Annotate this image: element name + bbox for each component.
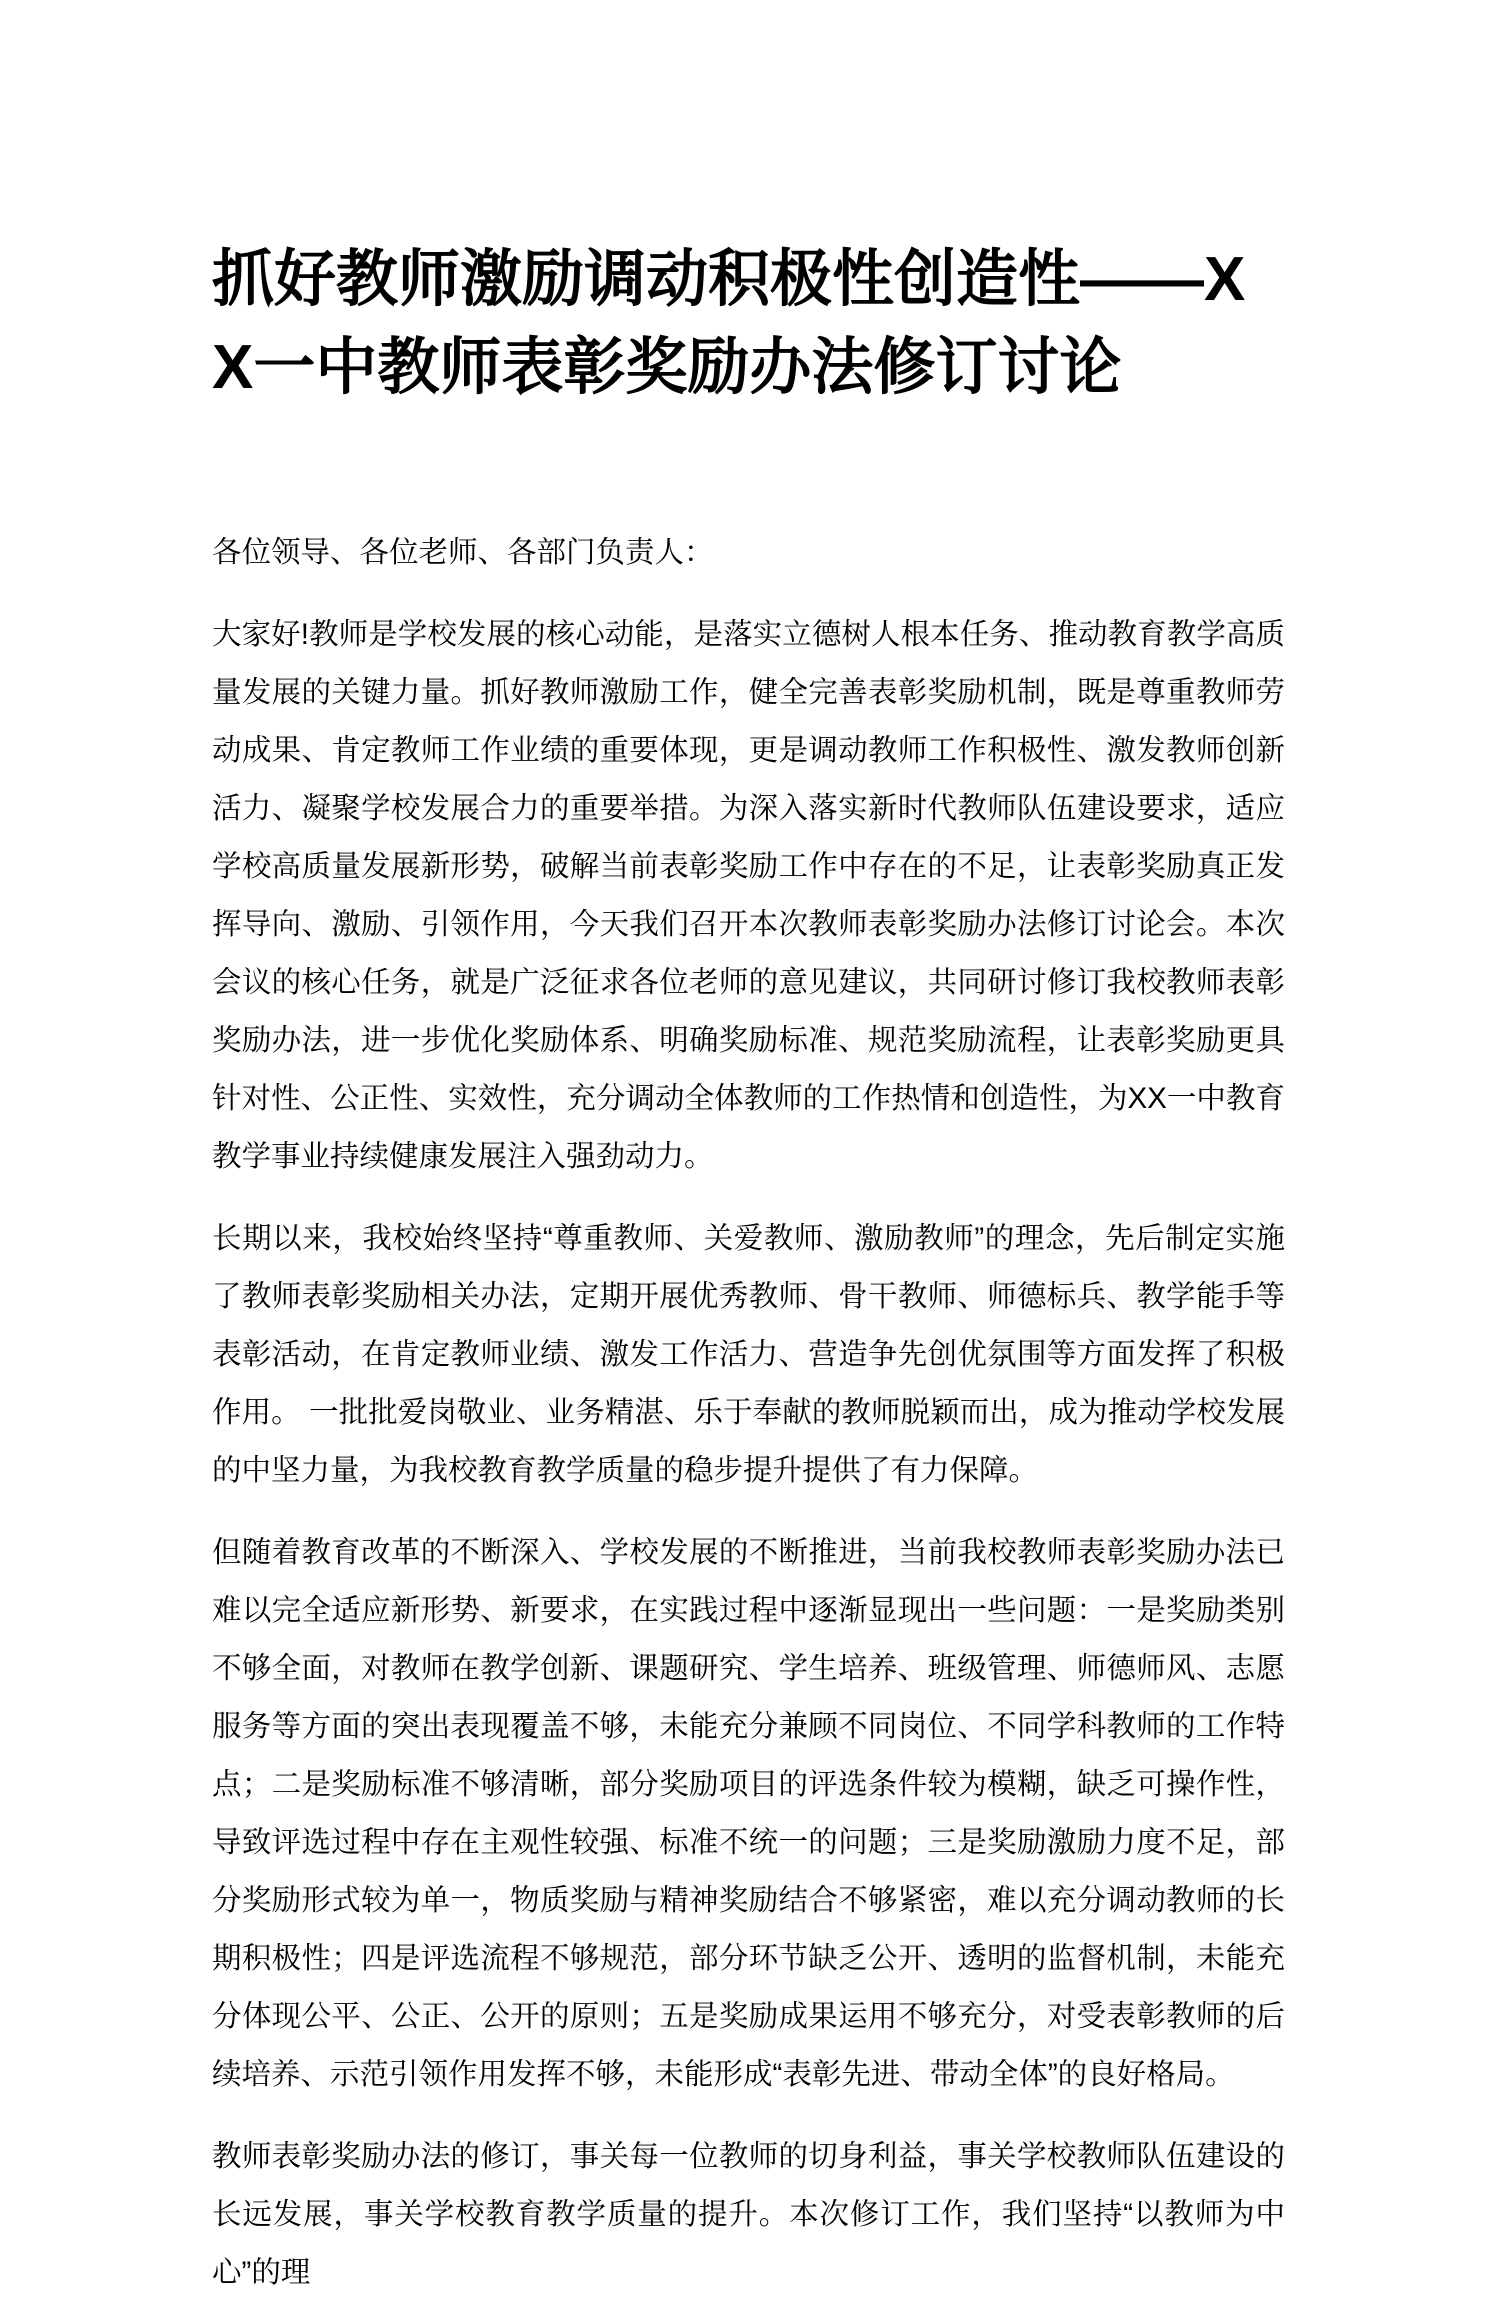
page-title <box>212 0 1285 412</box>
body-paragraph-3: 但随着教育改革的不断深入、学校发展的不断推进，当前我校教师表彰奖励办法已难以完全适应新形势、新要求，在实践过程中逐渐显现出一些问题：一是奖励类别不够全面，对教师在教学创新、课题研究、学生培养、班级管理、师德师风、志愿服务等方面的突出表现覆盖不够，未能充分兼顾不同岗位、不同学科教师的工作特点；二是奖励标准不够清晰，部分奖励项目的评选条件较为模糊，缺乏可操作性，导致评选过程中存在主观性较强、标准不统一的问题；三是奖励激励力度不足，部分奖励形式较为单一，物质奖励与精神奖励结合不够紧密，难以充分调动教师的长期积极性；四是评选流程不够规范，部分环节缺乏公开、透明的监督机制，未能充分体现公平、公正、公开的原则；五是奖励成果运用不够充分，对受表彰教师的后续培养、示范引领作用发挥不够，未能形成“表彰先进、带动全体”的良好格局。 <box>212 1536 1285 2091</box>
title-body-spacer <box>212 412 1285 524</box>
page-title-line-3: 讨论 <box>997 333 1122 402</box>
page-title-line-2: —XX一中教师表彰奖励办法修订 <box>212 245 1246 402</box>
document-content <box>212 0 1285 2302</box>
salutation: 各位领导、各位老师、各部门负责人： <box>212 536 714 569</box>
body-paragraph-1: 大家好!教师是学校发展的核心动能，是落实立德树人根本任务、推动教育教学高质量发展的关键力量。抓好教师激励工作，健全完善表彰奖励机制，既是尊重教师劳动成果、肯定教师工作业绩的重要体现，更是调动教师工作积极性、激发教师创新活力、凝聚学校发展合力的重要举措。为深入落实新时代教师队伍建设要求，适应学校高质量发展新形势，破解当前表彰奖励工作中存在的不足，让表彰奖励真正发挥导向、激励、引领作用，今天我们召开本次教师表彰奖励办法修订讨论会。本次会议的核心任务，就是广泛征求各位老师的意见建议，共同研讨修订我校教师表彰奖励办法，进一步优化奖励体系、明确奖励标准、规范奖励流程，让表彰奖励更具针对性、公正性、实效性，充分调动全体教师的工作热情和创造性，为XX一中教育教学事业持续健康发展注入强劲动力。 <box>212 618 1285 1173</box>
body-paragraph-4: 教师表彰奖励办法的修订，事关每一位教师的切身利益，事关学校教师队伍建设的长远发展，事关学校教育教学质量的提升。本次修订工作，我们坚持“以教师为中心”的理 <box>212 2140 1285 2289</box>
page-title-line-1: 抓好教师激励调动积极性创造性— <box>212 245 1143 314</box>
body-paragraph-2: 长期以来，我校始终坚持“尊重教师、关爱教师、激励教师”的理念，先后制定实施了教师表彰奖励相关办法，定期开展优秀教师、骨干教师、师德标兵、教学能手等表彰活动，在肯定教师业绩、激发工作活力、营造争先创优氛围等方面发挥了积极作用。 一批批爱岗敬业、业务精湛、乐于奉献的教师脱颖而出，成为推动学校发展的中坚力量，为我校教育教学质量的稳步提升提供了有力保障。 <box>212 1222 1285 1487</box>
